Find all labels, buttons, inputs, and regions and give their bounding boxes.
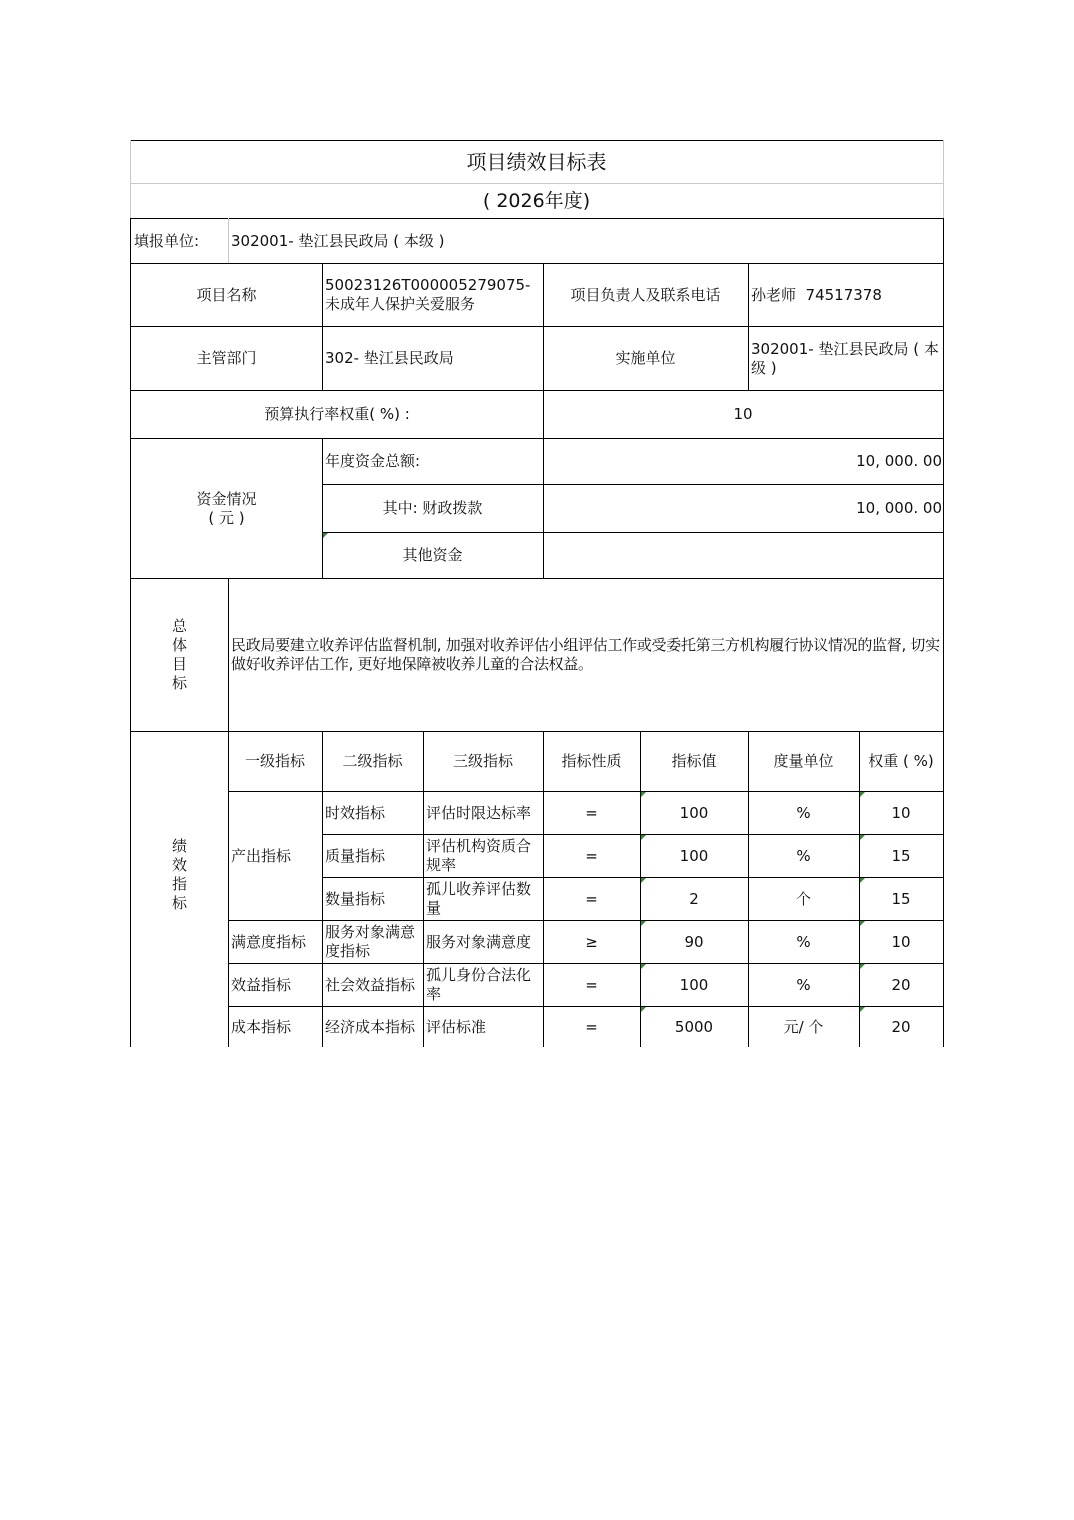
value-cell: 2 bbox=[689, 889, 699, 908]
goal-text: 民政局要建立收养评估监督机制, 加强对收养评估小组评估工作或受委托第三方机构履行协议情况的监督, 切实做好收养评估工作, 更好地保障被收养儿童的合法权益。 bbox=[231, 636, 940, 673]
filler-label: 填报单位: bbox=[134, 231, 200, 250]
indicators-label-char: 绩 bbox=[171, 836, 187, 855]
dept-value: 302- 垫江县民政局 bbox=[325, 349, 454, 367]
funds-total-label: 年度资金总额: bbox=[325, 452, 421, 470]
weight-cell: 15 bbox=[891, 889, 911, 908]
level3-cell: 孤儿身份合法化率 bbox=[426, 966, 532, 1003]
contact-value: 孙老师 74517378 bbox=[751, 285, 882, 304]
value-cell: 100 bbox=[679, 803, 709, 822]
cell-marker-icon bbox=[323, 533, 328, 538]
funds-fiscal-label: 其中: 财政拨款 bbox=[382, 499, 483, 517]
value-cell: 5000 bbox=[674, 1017, 714, 1036]
value-cell: 90 bbox=[684, 932, 704, 951]
weight-cell: 10 bbox=[891, 932, 911, 951]
header-value: 指标值 bbox=[671, 752, 717, 770]
header-level2: 二级指标 bbox=[342, 752, 403, 770]
cell-marker-icon bbox=[641, 835, 646, 840]
project-name-value: 50023126T000005279075- 未成年人保护关爱服务 bbox=[325, 276, 531, 313]
cell-marker-icon bbox=[641, 792, 646, 797]
indicators-label bbox=[131, 732, 228, 1047]
level3-cell: 评估标准 bbox=[426, 1017, 487, 1036]
funds-label-line1: 资金情况 bbox=[196, 489, 257, 508]
project-name-label: 项目名称 bbox=[196, 285, 257, 304]
goal-label bbox=[131, 579, 228, 731]
level1-output: 产出指标 bbox=[231, 846, 292, 865]
nature-cell: = bbox=[585, 889, 598, 908]
nature-cell: = bbox=[585, 803, 598, 822]
header-nature: 指标性质 bbox=[561, 752, 622, 770]
goal-label-char: 目 bbox=[171, 655, 187, 673]
weight-cell: 20 bbox=[891, 1017, 911, 1036]
cell-marker-icon bbox=[641, 921, 646, 926]
header-weight: 权重 ( %) bbox=[868, 752, 934, 770]
level3-cell: 评估机构资质合规率 bbox=[426, 837, 532, 874]
weight-cell: 20 bbox=[891, 975, 911, 994]
funds-label bbox=[131, 439, 322, 578]
cell-marker-icon bbox=[860, 1007, 865, 1012]
level3-cell: 服务对象满意度 bbox=[426, 932, 532, 951]
cell-marker-icon bbox=[860, 921, 865, 926]
cell-marker-icon bbox=[860, 878, 865, 883]
unit-cell: % bbox=[796, 846, 811, 865]
budget-weight-label: 预算执行率权重( %) : bbox=[264, 405, 410, 423]
header-unit: 度量单位 bbox=[773, 752, 834, 770]
cell-marker-icon bbox=[641, 878, 646, 883]
goal-label-char: 总 bbox=[171, 617, 187, 635]
level2-cell: 时效指标 bbox=[325, 803, 386, 822]
unit-cell: 个 bbox=[795, 889, 811, 908]
goal-label-char: 标 bbox=[171, 674, 187, 692]
funds-other-label: 其他资金 bbox=[402, 546, 463, 564]
level2-cell: 经济成本指标 bbox=[325, 1017, 416, 1036]
indicators-label-char: 标 bbox=[171, 893, 187, 912]
nature-cell: ≥ bbox=[585, 932, 598, 951]
unit-cell: % bbox=[796, 803, 811, 822]
cell-marker-icon bbox=[641, 1007, 646, 1012]
level1-satisfaction: 满意度指标 bbox=[231, 932, 307, 951]
level3-cell: 孤儿收养评估数量 bbox=[426, 880, 532, 917]
indicators-label-char: 效 bbox=[171, 855, 187, 874]
weight-cell: 10 bbox=[891, 803, 911, 822]
budget-weight-value: 10 bbox=[733, 405, 753, 423]
level2-cell: 社会效益指标 bbox=[325, 975, 416, 994]
level1-benefit: 效益指标 bbox=[231, 975, 292, 994]
funds-other-value bbox=[543, 533, 943, 578]
goal-label-char: 体 bbox=[171, 636, 187, 654]
nature-cell: = bbox=[585, 975, 598, 994]
unit-cell: 元/ 个 bbox=[783, 1017, 824, 1036]
cell-marker-icon bbox=[641, 964, 646, 969]
header-level1: 一级指标 bbox=[244, 752, 305, 770]
cell-marker-icon bbox=[860, 792, 865, 797]
value-cell: 100 bbox=[679, 975, 709, 994]
level1-cost: 成本指标 bbox=[231, 1017, 292, 1036]
year-subtitle: ( 2026年度) bbox=[482, 189, 591, 212]
contact-label: 项目负责人及联系电话 bbox=[570, 285, 721, 304]
level2-cell: 质量指标 bbox=[325, 846, 386, 865]
filler-value: 302001- 垫江县民政局 ( 本级 ) bbox=[231, 231, 445, 250]
unit-cell: % bbox=[796, 975, 811, 994]
impl-value: 302001- 垫江县民政局 ( 本级 ) bbox=[751, 339, 939, 377]
value-cell: 100 bbox=[679, 846, 709, 865]
page-title: 项目绩效目标表 bbox=[466, 149, 607, 174]
header-level3: 三级指标 bbox=[452, 752, 513, 770]
dept-label: 主管部门 bbox=[196, 349, 257, 367]
nature-cell: = bbox=[585, 846, 598, 865]
funds-fiscal-value: 10, 000. 00 bbox=[856, 499, 942, 517]
funds-label-line2: ( 元 ) bbox=[208, 508, 245, 527]
funds-total-value: 10, 000. 00 bbox=[856, 452, 942, 470]
unit-cell: % bbox=[796, 932, 811, 951]
weight-cell: 15 bbox=[891, 846, 911, 865]
nature-cell: = bbox=[585, 1017, 598, 1036]
impl-label: 实施单位 bbox=[615, 349, 676, 367]
cell-marker-icon bbox=[860, 835, 865, 840]
level2-cell: 数量指标 bbox=[325, 889, 386, 908]
indicators-label-char: 指 bbox=[171, 874, 187, 893]
level2-cell: 服务对象满意度指标 bbox=[325, 923, 416, 960]
level3-cell: 评估时限达标率 bbox=[426, 803, 532, 822]
cell-marker-icon bbox=[860, 964, 865, 969]
